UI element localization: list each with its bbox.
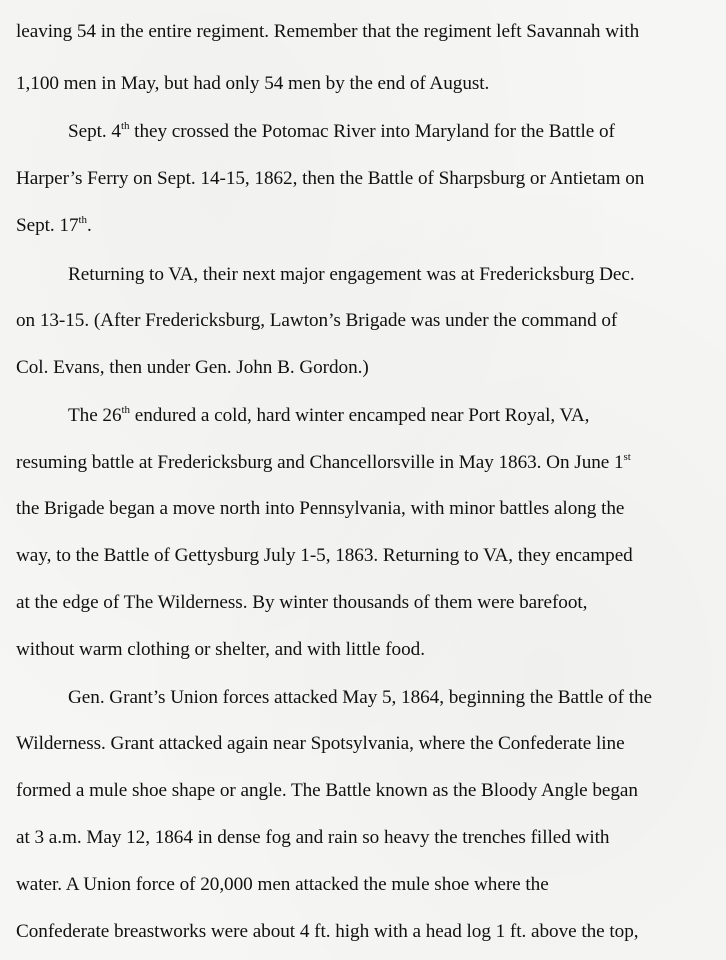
superscript: th — [120, 119, 130, 132]
text-line: The 26th endured a cold, hard winter encamped near Port Royal, VA, — [68, 403, 590, 426]
text-line: on 13-15. (After Fredericksburg, Lawton’s Brigade was under the command of — [16, 310, 618, 331]
text-line: formed a mule shoe shape or angle. The Battle known as the Bloody Angle began — [16, 780, 638, 801]
superscript: th — [121, 403, 130, 416]
text-line: Gen. Grant’s Union forces attacked May 5, 1864, beginning the Battle of the — [68, 687, 652, 708]
text-line: the Brigade began a move north into Pennsylvania, with minor battles along the — [16, 498, 625, 519]
text-line: Sept. 17th. — [16, 213, 92, 236]
text-line: resuming battle at Fredericksburg and Chancellorsville in May 1863. On June 1st — [16, 450, 631, 473]
text-line: Harper’s Ferry on Sept. 14-15, 1862, then the Battle of Sharpsburg or Antietam on — [16, 168, 645, 189]
text-line: Wilderness. Grant attacked again near Spotsylvania, where the Confederate line — [16, 733, 625, 754]
text-line: Sept. 4th they crossed the Potomac River into Maryland for the Battle of — [68, 119, 615, 142]
text-line: 1,100 men in May, but had only 54 men by the end of August. — [16, 73, 490, 94]
text-line: leaving 54 in the entire regiment. Remember that the regiment left Savannah with — [16, 21, 640, 42]
text-line: at 3 a.m. May 12, 1864 in dense fog and rain so heavy the trenches filled with — [16, 827, 610, 848]
text-line: Returning to VA, their next major engagement was at Fredericksburg Dec. — [68, 264, 635, 285]
text-line: without warm clothing or shelter, and with little food. — [16, 639, 425, 660]
superscript: th — [78, 213, 87, 226]
text-line: Col. Evans, then under Gen. John B. Gordon.) — [16, 357, 369, 378]
text-line: way, to the Battle of Gettysburg July 1-5, 1863. Returning to VA, they encamped — [16, 545, 633, 566]
superscript: st — [623, 450, 631, 463]
text-line: water. A Union force of 20,000 men attacked the mule shoe where the — [16, 874, 549, 895]
text-line: Confederate breastworks were about 4 ft. high with a head log 1 ft. above the top, — [16, 921, 639, 942]
text-line: at the edge of The Wilderness. By winter thousands of them were barefoot, — [16, 592, 588, 613]
